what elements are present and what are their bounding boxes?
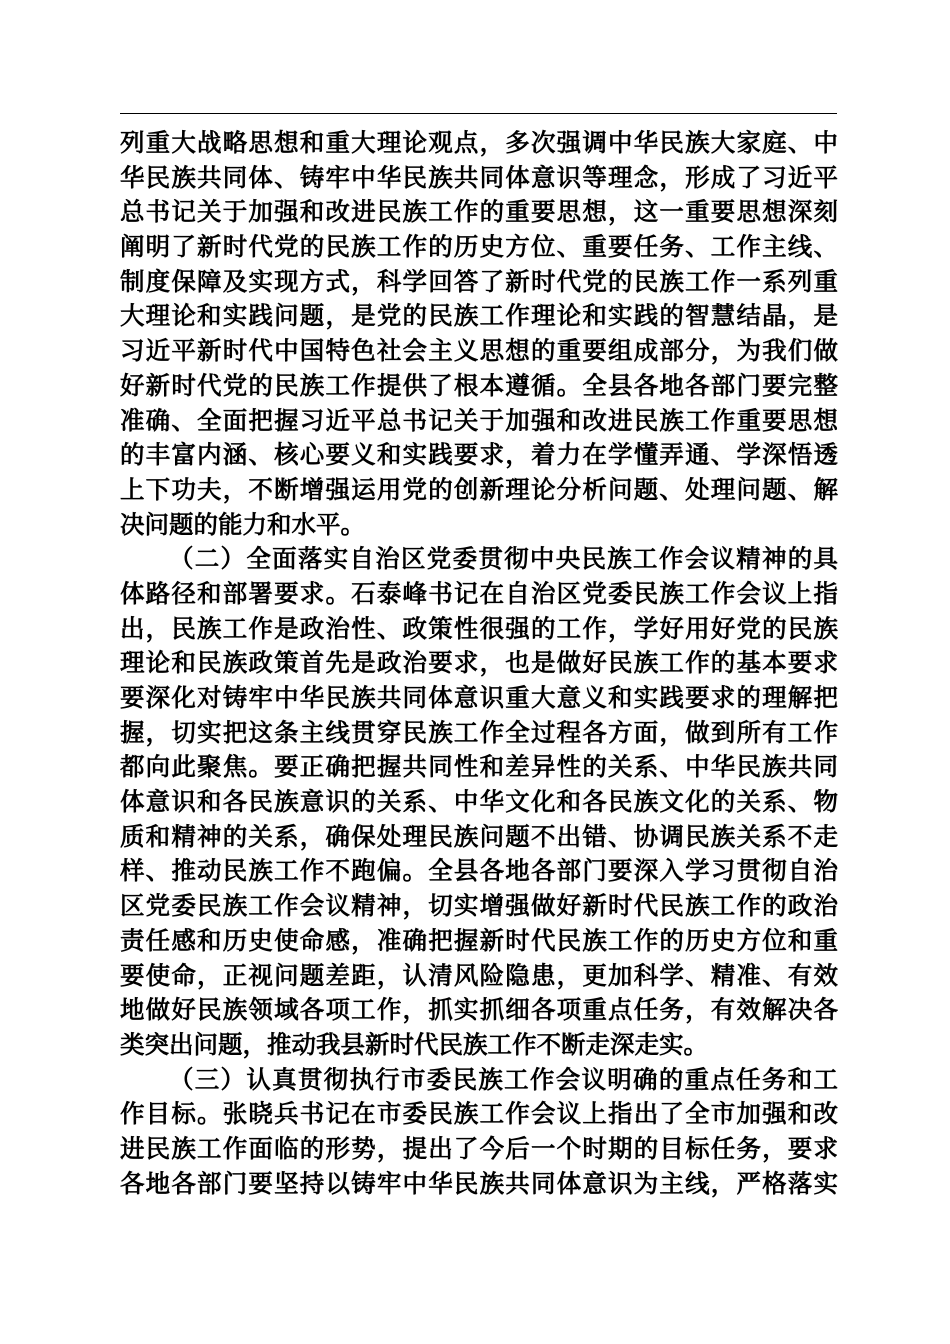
text-line: 理论和民族政策首先是政治要求，也是做好民族工作的基本要求	[120, 648, 838, 678]
text-line: 体意识和各民族意识的关系、中华文化和各民族文化的关系、物	[120, 787, 838, 817]
text-line: 各地各部门要坚持以铸牢中华民族共同体意识为主线，严格落实	[120, 1168, 838, 1198]
text-line: 质和精神的关系，确保处理民族问题不出错、协调民族关系不走	[120, 821, 838, 851]
text-line: 上下功夫，不断增强运用党的创新理论分析问题、处理问题、解	[120, 474, 838, 504]
body-text	[120, 126, 838, 1201]
text-line: （三）认真贯彻执行市委民族工作会议明确的重点任务和工	[169, 1064, 838, 1094]
text-line: 华民族共同体、铸牢中华民族共同体意识等理念，形成了习近平	[120, 162, 838, 192]
text-line: 作目标。张晓兵书记在市委民族工作会议上指出了全市加强和改	[120, 1099, 838, 1129]
text-line: 责任感和历史使命感，准确把握新时代民族工作的历史方位和重	[120, 925, 838, 955]
text-line: 列重大战略思想和重大理论观点，多次强调中华民族大家庭、中	[120, 128, 838, 157]
text-line: 阐明了新时代党的民族工作的历史方位、重要任务、工作主线、	[120, 232, 838, 262]
text-line: 的丰富内涵、核心要义和实践要求，着力在学懂弄通、学深悟透	[120, 440, 838, 470]
text-line: 都向此聚焦。要正确把握共同性和差异性的关系、中华民族共同	[120, 752, 838, 782]
text-line: 进民族工作面临的形势，提出了今后一个时期的目标任务，要求	[120, 1133, 838, 1163]
text-line: 制度保障及实现方式，科学回答了新时代党的民族工作一系列重	[120, 266, 838, 296]
text-line: 要使命，正视问题差距，认清风险隐患，更加科学、精准、有效	[120, 960, 838, 990]
text-line: 准确、全面把握习近平总书记关于加强和改进民族工作重要思想	[120, 405, 838, 435]
text-line: （二）全面落实自治区党委贯彻中央民族工作会议精神的具	[169, 544, 838, 574]
text-line: 总书记关于加强和改进民族工作的重要思想，这一重要思想深刻	[120, 197, 838, 227]
text-line: 要深化对铸牢中华民族共同体意识重大意义和实践要求的理解把	[120, 683, 838, 712]
text-line: 体路径和部署要求。石泰峰书记在自治区党委民族工作会议上指	[120, 578, 838, 608]
text-line: 好新时代党的民族工作提供了根本遵循。全县各地各部门要完整	[120, 370, 838, 400]
text-line: 类突出问题，推动我县新时代民族工作不断走深走实。	[120, 1029, 708, 1059]
text-line: 样、推动民族工作不跑偏。全县各地各部门要深入学习贯彻自治	[120, 856, 838, 886]
text-line: 决问题的能力和水平。	[120, 509, 365, 539]
text-line: 出，民族工作是政治性、政策性很强的工作，学好用好党的民族	[120, 613, 838, 643]
text-line: 大理论和实践问题，是党的民族工作理论和实践的智慧结晶，是	[120, 301, 838, 331]
text-line: 习近平新时代中国特色社会主义思想的重要组成部分，为我们做	[120, 336, 838, 366]
text-line: 区党委民族工作会议精神，切实增强做好新时代民族工作的政治	[120, 891, 838, 921]
text-line: 握，切实把这条主线贯穿民族工作全过程各方面，做到所有工作	[120, 717, 838, 747]
text-line: 地做好民族领域各项工作，抓实抓细各项重点任务，有效解决各	[120, 995, 838, 1025]
header-rule	[120, 113, 837, 114]
